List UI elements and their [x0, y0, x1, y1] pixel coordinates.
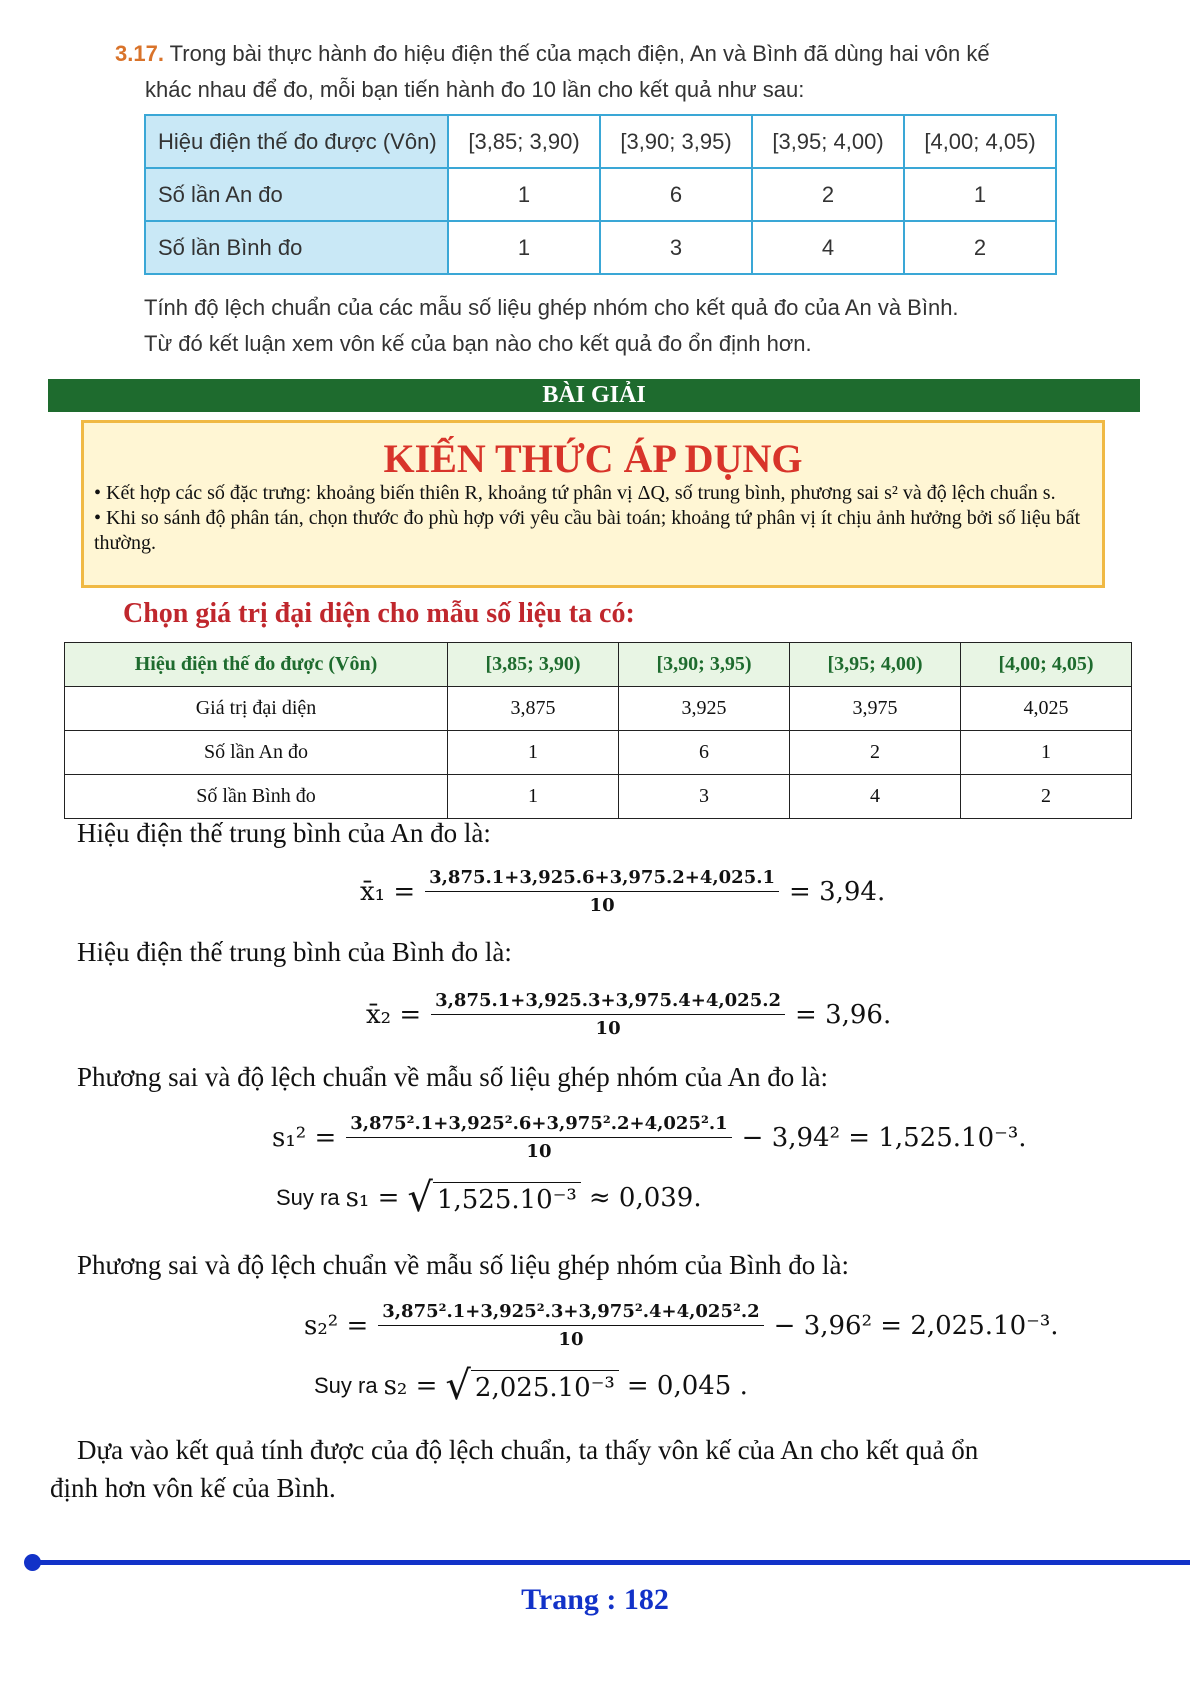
- sd-an-formula: [276, 1175, 702, 1221]
- table2-cell: 3,875: [448, 687, 619, 731]
- variance-binh-text: Phương sai và độ lệch chuẩn về mẫu số liệu ghép nhóm của Bình đo là:: [77, 1250, 850, 1280]
- mean-an-text: Hiệu điện thế trung bình của An đo là:: [77, 818, 491, 848]
- variance-binh-formula: [304, 1301, 1059, 1350]
- problem-table-cell: 2: [904, 221, 1056, 274]
- sd-binh-rhs: = 0,045 .: [626, 1371, 748, 1401]
- mean-an-fraction: [425, 867, 779, 916]
- table2-cell: 4,025: [961, 687, 1132, 731]
- knowledge-box: [81, 420, 1105, 588]
- table2-row-label: Số lần Bình đo: [65, 775, 448, 819]
- sd-binh-suy: Suy ra: [314, 1373, 378, 1398]
- question-line-1: Tính độ lệch chuẩn của các mẫu số liệu ghép nhóm cho kết quả đo của An và Bình.: [144, 295, 959, 320]
- variance-an-rhs: − 3,94² = 1,525.10⁻³.: [741, 1122, 1027, 1153]
- problem-number: 3.17.: [115, 41, 164, 66]
- mean-binh-formula: [366, 990, 891, 1039]
- footer-dot: [24, 1554, 41, 1571]
- problem-table-cell: 1: [448, 221, 600, 274]
- knowledge-bullet-1: • Kết hợp các số đặc trưng: khoảng biến thiên R, khoảng tứ phân vị ΔQ, số trung bình, phương sai s² và độ lệch chuẩn s.: [94, 482, 1056, 504]
- mean-an-lhs: x̄₁ =: [360, 876, 416, 907]
- footer-divider: [26, 1560, 1190, 1565]
- sqrt-icon: √ 2,025.10⁻³: [445, 1366, 618, 1406]
- table2-cell: 3: [619, 775, 790, 819]
- problem-table-interval: [4,00; 4,05): [904, 115, 1056, 168]
- variance-binh-lhs: s₂² =: [304, 1310, 369, 1341]
- mean-an-denominator: 10: [589, 895, 615, 916]
- mean-an-formula: [360, 867, 885, 916]
- page-number: Trang : 182: [521, 1583, 669, 1616]
- table2-cell: 1: [961, 731, 1132, 775]
- problem-table-cell: 1: [904, 168, 1056, 221]
- variance-an-numerator: 3,875².1+3,925².6+3,975².2+4,025².1: [346, 1113, 731, 1138]
- problem-table-interval: [3,85; 3,90): [448, 115, 600, 168]
- representative-table: [64, 642, 1132, 819]
- problem-statement: [115, 36, 1065, 108]
- sd-an-radicand: 1,525.10⁻³: [433, 1182, 581, 1215]
- table2-row-label: Giá trị đại diện: [65, 687, 448, 731]
- table2-cell: 3,975: [790, 687, 961, 731]
- conclusion-line-2: định hơn vôn kế của Bình.: [50, 1473, 336, 1503]
- mean-binh-fraction: [431, 990, 785, 1039]
- mean-binh-lhs: x̄₂ =: [366, 999, 422, 1030]
- problem-table-interval: [3,90; 3,95): [600, 115, 752, 168]
- sd-an-lhs: s₁ =: [345, 1183, 400, 1213]
- variance-an-text: Phương sai và độ lệch chuẩn về mẫu số liệu ghép nhóm của An đo là:: [77, 1062, 829, 1092]
- variance-an-lhs: s₁² =: [272, 1122, 337, 1153]
- table2-interval: [3,95; 4,00): [790, 643, 961, 687]
- sd-binh-radicand: 2,025.10⁻³: [471, 1370, 619, 1403]
- problem-table: [144, 114, 1057, 275]
- knowledge-bullet-2: • Khi so sánh độ phân tán, chọn thước đo phù hợp với yêu cầu bài toán; khoảng tứ phân vị ít chịu ảnh hưởng bởi số liệu bất thường.: [94, 507, 1081, 554]
- table2-cell: 6: [619, 731, 790, 775]
- table2-cell: 2: [790, 731, 961, 775]
- problem-table-cell: 4: [752, 221, 904, 274]
- variance-binh-fraction: [378, 1301, 763, 1350]
- mean-binh-rhs: = 3,96.: [795, 999, 892, 1030]
- sd-an-rhs: ≈ 0,039.: [588, 1183, 702, 1213]
- mean-an-numerator: 3,875.1+3,925.6+3,975.2+4,025.1: [425, 867, 779, 892]
- variance-an-formula: [272, 1113, 1027, 1162]
- problem-table-cell: 3: [600, 221, 752, 274]
- variance-an-denominator: 10: [526, 1141, 552, 1162]
- table2-cell: 1: [448, 731, 619, 775]
- knowledge-title: KIẾN THỨC ÁP DỤNG: [383, 436, 803, 481]
- problem-line-2: khác nhau để đo, mỗi bạn tiến hành đo 10 lần cho kết quả như sau:: [145, 77, 805, 102]
- problem-table-cell: 2: [752, 168, 904, 221]
- solution-header-bar: BÀI GIẢI: [48, 379, 1140, 412]
- problem-table-row-label: Số lần An đo: [145, 168, 448, 221]
- representative-subtitle: Chọn giá trị đại diện cho mẫu số liệu ta có:: [123, 598, 635, 629]
- problem-table-cell: 6: [600, 168, 752, 221]
- mean-binh-denominator: 10: [595, 1018, 621, 1039]
- table2-interval: [3,90; 3,95): [619, 643, 790, 687]
- problem-table-row-label: Số lần Bình đo: [145, 221, 448, 274]
- variance-binh-numerator: 3,875².1+3,925².3+3,975².4+4,025².2: [378, 1301, 763, 1326]
- table2-header-label: Hiệu điện thế đo được (Vôn): [65, 643, 448, 687]
- variance-binh-denominator: 10: [558, 1329, 584, 1350]
- mean-binh-text: Hiệu điện thế trung bình của Bình đo là:: [77, 937, 512, 967]
- table2-cell: 4: [790, 775, 961, 819]
- table2-row-label: Số lần An đo: [65, 731, 448, 775]
- sd-binh-formula: [314, 1363, 748, 1409]
- table2-cell: 1: [448, 775, 619, 819]
- variance-an-fraction: [346, 1113, 731, 1162]
- conclusion-line-1: Dựa vào kết quả tính được của độ lệch chuẩn, ta thấy vôn kế của An cho kết quả ổn: [77, 1435, 979, 1465]
- mean-an-rhs: = 3,94.: [789, 876, 886, 907]
- problem-table-interval: [3,95; 4,00): [752, 115, 904, 168]
- variance-binh-rhs: − 3,96² = 2,025.10⁻³.: [773, 1310, 1059, 1341]
- table2-interval: [3,85; 3,90): [448, 643, 619, 687]
- table2-cell: 2: [961, 775, 1132, 819]
- table2-interval: [4,00; 4,05): [961, 643, 1132, 687]
- problem-question: [144, 290, 1084, 362]
- mean-binh-numerator: 3,875.1+3,925.3+3,975.4+4,025.2: [431, 990, 785, 1015]
- problem-table-cell: 1: [448, 168, 600, 221]
- table2-cell: 3,925: [619, 687, 790, 731]
- sqrt-icon: √ 1,525.10⁻³: [407, 1178, 580, 1218]
- problem-line-1: Trong bài thực hành đo hiệu điện thế của mạch điện, An và Bình đã dùng hai vôn kế: [169, 41, 990, 66]
- sd-binh-lhs: s₂ =: [383, 1371, 438, 1401]
- problem-table-header-label: Hiệu điện thế đo được (Vôn): [145, 115, 448, 168]
- question-line-2: Từ đó kết luận xem vôn kế của bạn nào cho kết quả đo ổn định hơn.: [144, 331, 812, 356]
- sd-an-suy: Suy ra: [276, 1185, 340, 1210]
